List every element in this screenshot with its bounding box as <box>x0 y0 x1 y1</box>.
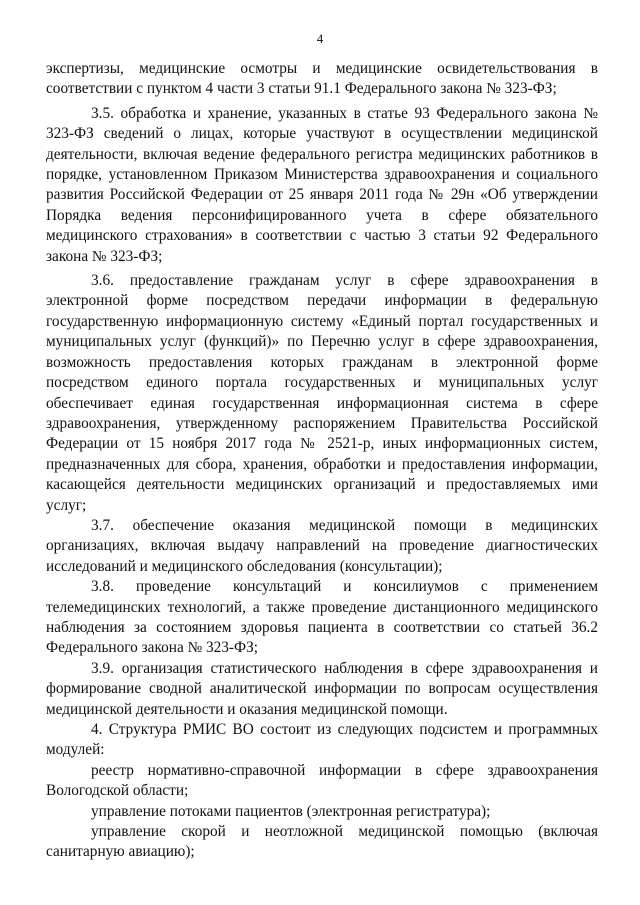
paragraph-4: 4. Структура РМИС ВО состоит из следующих подсистем и программных модулей: <box>46 721 598 759</box>
paragraph-3-9: 3.9. организация статистического наблюдения в сфере здравоохранения и формирование сводной аналитической информации по вопросам осуществления медицинской деятельности и оказания медицинской помощи. <box>46 659 598 718</box>
paragraph-3-8: 3.8. проведение консультаций и консилиумов с применением телемедицинских технологий, а также проведение дистанционного медицинского наблюдения за состоянием здоровья пациента в соответствии со статьей 36.2 Федерального закона № 323-ФЗ; <box>46 578 598 657</box>
paragraph-3-6: 3.6. предоставление гражданам услуг в сфере здравоохранения в электронной форме посредством передачи информации в федеральную государственную информационную систему «Единый портал государственных и муниципальных услуг (функций)» по Перечню услуг в сфере здравоохранения, возможность предоставления которых гражданам в электронной форме посредством единого портала государственных и муниципальных услуг обеспечивает единая государственная информационная система в сфере здравоохранения, утвержденному распоряжением Правительства Российской Федерации от 15 ноября 2017 года № 2521-р, иных информационных систем, предназначенных для сбора, хранения, обработки и предоставления информации, касающейся деятельности медицинских организаций и предоставляемых ими услуг; <box>46 272 598 514</box>
page-number: 4 <box>316 31 324 46</box>
paragraph-3-5: 3.5. обработка и хранение, указанных в статье 93 Федерального закона № 323-ФЗ сведений о лицах, которые участвуют в осуществлении медицинской деятельности, включая ведение федерального регистра медицинских работников в порядке, установленном Приказом Министерства здравоохранения и социального развития Российской Федерации от 25 января 2011 года № 29н «Об утверждении Порядка ведения персонифицированного учета в сфере обязательного медицинского страхования» в соответствии с частью 3 статьи 92 Федерального закона № 323-ФЗ; <box>46 104 598 265</box>
document-body <box>46 59 598 863</box>
paragraph-continuation: экспертизы, медицинские осмотры и медицинские освидетельствования в соответствии с пунктом 4 части 3 статьи 91.1 Федерального закона № 323-ФЗ; <box>46 60 598 98</box>
list-item-patient-flow: управление потоками пациентов (электронная регистратура); <box>91 802 491 820</box>
paragraph-3-7: 3.7. обеспечение оказания медицинской помощи в медицинских организациях, включая выдачу направлений на проведение диагностических исследований и медицинского обследования (консультации); <box>46 516 598 575</box>
list-item-nsi-registry: реестр нормативно-справочной информации в сфере здравоохранения Вологодской области; <box>46 761 598 800</box>
list-item-emergency-care: управление скорой и неотложной медицинской помощью (включая санитарную авиацию); <box>46 823 598 861</box>
